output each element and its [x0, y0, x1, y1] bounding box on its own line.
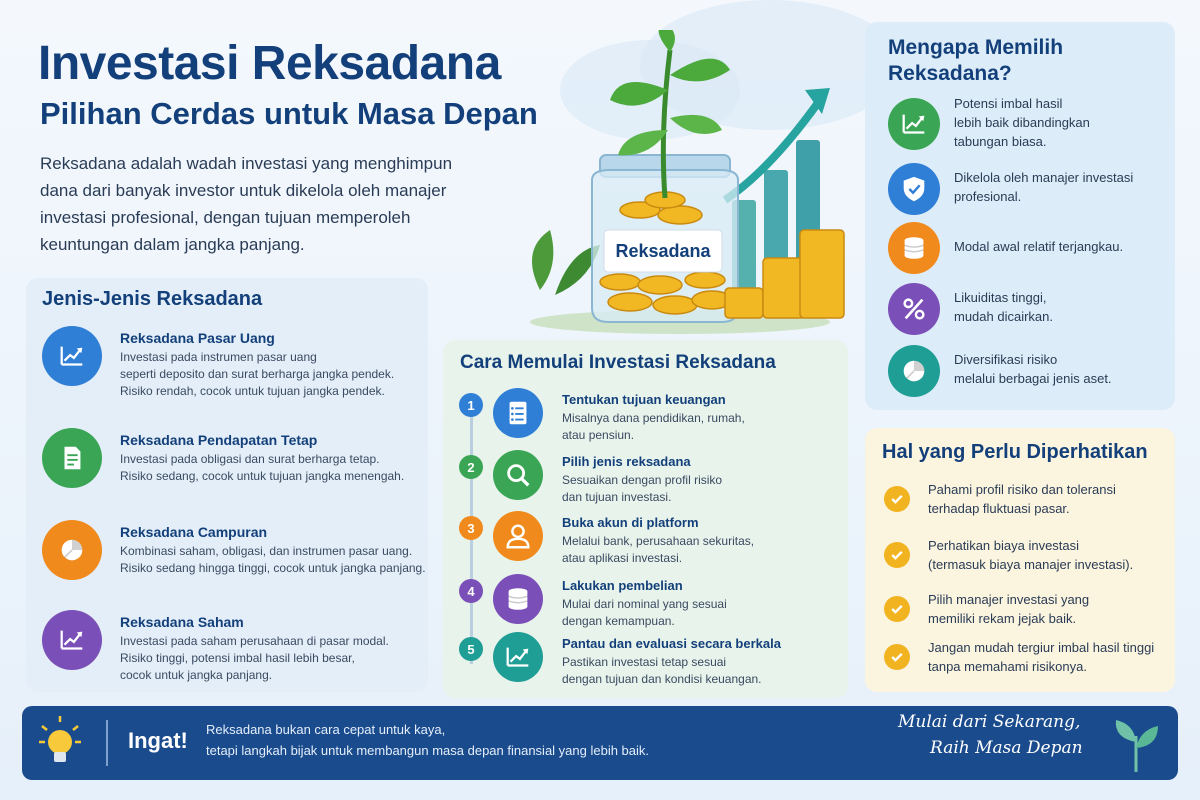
note-text: Perhatikan biaya investasi: [928, 538, 1080, 553]
step-desc: Sesuaikan dengan profil risiko: [562, 473, 723, 487]
step-number: 3: [459, 516, 483, 540]
note-text: Pilih manajer investasi yang: [928, 592, 1090, 607]
type-title: Reksadana Pasar Uang: [120, 330, 275, 346]
chart-up-icon: [888, 98, 940, 150]
check-icon: [884, 596, 910, 622]
why-text: Dikelola oleh manajer investasi: [954, 170, 1134, 185]
type-desc: Risiko sedang hingga tinggi, cocok untuk jangka panjang.: [120, 561, 426, 575]
why-text: mudah dicairkan.: [954, 309, 1053, 324]
user-icon: [493, 511, 543, 561]
note-text: Jangan mudah tergiur imbal hasil tinggi: [928, 640, 1155, 655]
step-desc: Misalnya dana pendidikan, rumah,: [562, 411, 745, 425]
why-text: Modal awal relatif terjangkau.: [954, 238, 1124, 254]
type-desc: Investasi pada instrumen pasar uang: [120, 350, 317, 364]
pie-chart-icon: [42, 520, 102, 580]
why-heading-line2: Reksadana?: [888, 62, 1012, 85]
document-icon: [42, 428, 102, 488]
why-text: tabungan biasa.: [954, 133, 1047, 149]
shield-icon: [888, 163, 940, 215]
checklist-icon: [493, 388, 543, 438]
step-desc: dengan tujuan dan kondisi keuangan.: [562, 672, 762, 686]
note-text: terhadap fluktuasi pasar.: [928, 501, 1070, 516]
step-desc: atau aplikasi investasi.: [562, 551, 683, 565]
note-text: (termasuk biaya manajer investasi).: [928, 557, 1134, 572]
footer-slogan-1: Mulai dari Sekarang,: [898, 712, 1081, 732]
type-desc: Investasi pada saham perusahaan di pasar modal.: [120, 634, 389, 648]
notes-heading: Hal yang Perlu Diperhatikan: [882, 441, 1148, 463]
step-number: 4: [459, 579, 483, 603]
why-text: Potensi imbal hasil: [954, 95, 1063, 111]
step-number: 5: [459, 637, 483, 661]
footer-label: Ingat!: [128, 728, 188, 753]
footer-line-1: Reksadana bukan cara cepat untuk kaya,: [206, 722, 446, 737]
step-desc: atau pensiun.: [562, 428, 635, 442]
search-icon: [493, 450, 543, 500]
step-desc: Pastikan investasi tetap sesuai: [562, 655, 727, 669]
type-desc: Risiko sedang, cocok untuk tujuan jangka menengah.: [120, 469, 405, 483]
step-title: Pantau dan evaluasi secara berkala: [562, 636, 781, 651]
type-desc: cocok untuk jangka panjang.: [120, 668, 273, 682]
why-heading: Mengapa Memilih: [888, 36, 1064, 59]
why-text: lebih baik dibandingkan: [954, 114, 1090, 130]
step-title: Lakukan pembelian: [562, 578, 683, 593]
check-icon: [884, 644, 910, 670]
step-title: Pilih jenis reksadana: [562, 454, 691, 469]
coins-icon: [493, 574, 543, 624]
step-desc: Mulai dari nominal yang sesuai: [562, 597, 727, 611]
why-text: profesional.: [954, 189, 1022, 204]
why-text: Diversifikasi risiko: [954, 352, 1058, 367]
footer-divider: [106, 720, 108, 766]
types-heading: Jenis-Jenis Reksadana: [42, 288, 263, 310]
chart-up-icon: [42, 610, 102, 670]
step-desc: Melalui bank, perusahaan sekuritas,: [562, 534, 755, 548]
note-text: memiliki rekam jejak baik.: [928, 611, 1077, 626]
type-desc: Risiko rendah, cocok untuk tujuan jangka pendek.: [120, 384, 385, 398]
pie-chart-icon: [888, 345, 940, 397]
type-title: Reksadana Campuran: [120, 524, 268, 540]
step-number: 2: [459, 455, 483, 479]
footer-line-2: tetapi langkah bijak untuk membangun masa depan finansial yang lebih baik.: [206, 743, 650, 758]
type-desc: Risiko tinggi, potensi imbal hasil lebih besar,: [120, 651, 355, 665]
page-title: Investasi Reksadana: [38, 37, 501, 90]
chart-up-icon: [42, 326, 102, 386]
footer-slogan-2: Raih Masa Depan: [930, 738, 1083, 758]
step-desc: dengan kemampuan.: [562, 614, 675, 628]
type-desc: Investasi pada obligasi dan surat berharga tetap.: [120, 452, 380, 466]
check-icon: [884, 486, 910, 512]
type-title: Reksadana Saham: [120, 614, 244, 630]
note-text: Pahami profil risiko dan toleransi: [928, 482, 1116, 497]
step-desc: dan tujuan investasi.: [562, 490, 672, 504]
chart-up-icon: [493, 632, 543, 682]
type-title: Reksadana Pendapatan Tetap: [120, 432, 318, 448]
page-subtitle: Pilihan Cerdas untuk Masa Depan: [40, 96, 538, 131]
jar-illustration: [500, 30, 860, 340]
jar-label: Reksadana: [615, 240, 711, 261]
type-desc: seperti deposito dan surat berharga jangka pendek.: [120, 367, 395, 381]
step-title: Tentukan tujuan keuangan: [562, 392, 726, 407]
coins-icon: [888, 222, 940, 274]
step-number: 1: [459, 393, 483, 417]
check-icon: [884, 542, 910, 568]
plant-icon: [1108, 712, 1164, 774]
steps-heading: Cara Memulai Investasi Reksadana: [460, 352, 776, 373]
intro-text: Reksadana adalah wadah investasi yang menghimpun dana dari banyak investor untuk dikelola oleh manajer investasi profesional, dengan tujuan memperoleh keuntungan dalam jangka panjang.: [40, 154, 453, 254]
note-text: tanpa memahami risikonya.: [928, 659, 1087, 674]
lightbulb-icon: [38, 714, 82, 770]
why-text: Likuiditas tinggi,: [954, 290, 1047, 305]
step-title: Buka akun di platform: [562, 515, 699, 530]
type-desc: Kombinasi saham, obligasi, dan instrumen pasar uang.: [120, 544, 413, 558]
why-text: melalui berbagai jenis aset.: [954, 371, 1112, 386]
percent-icon: [888, 283, 940, 335]
